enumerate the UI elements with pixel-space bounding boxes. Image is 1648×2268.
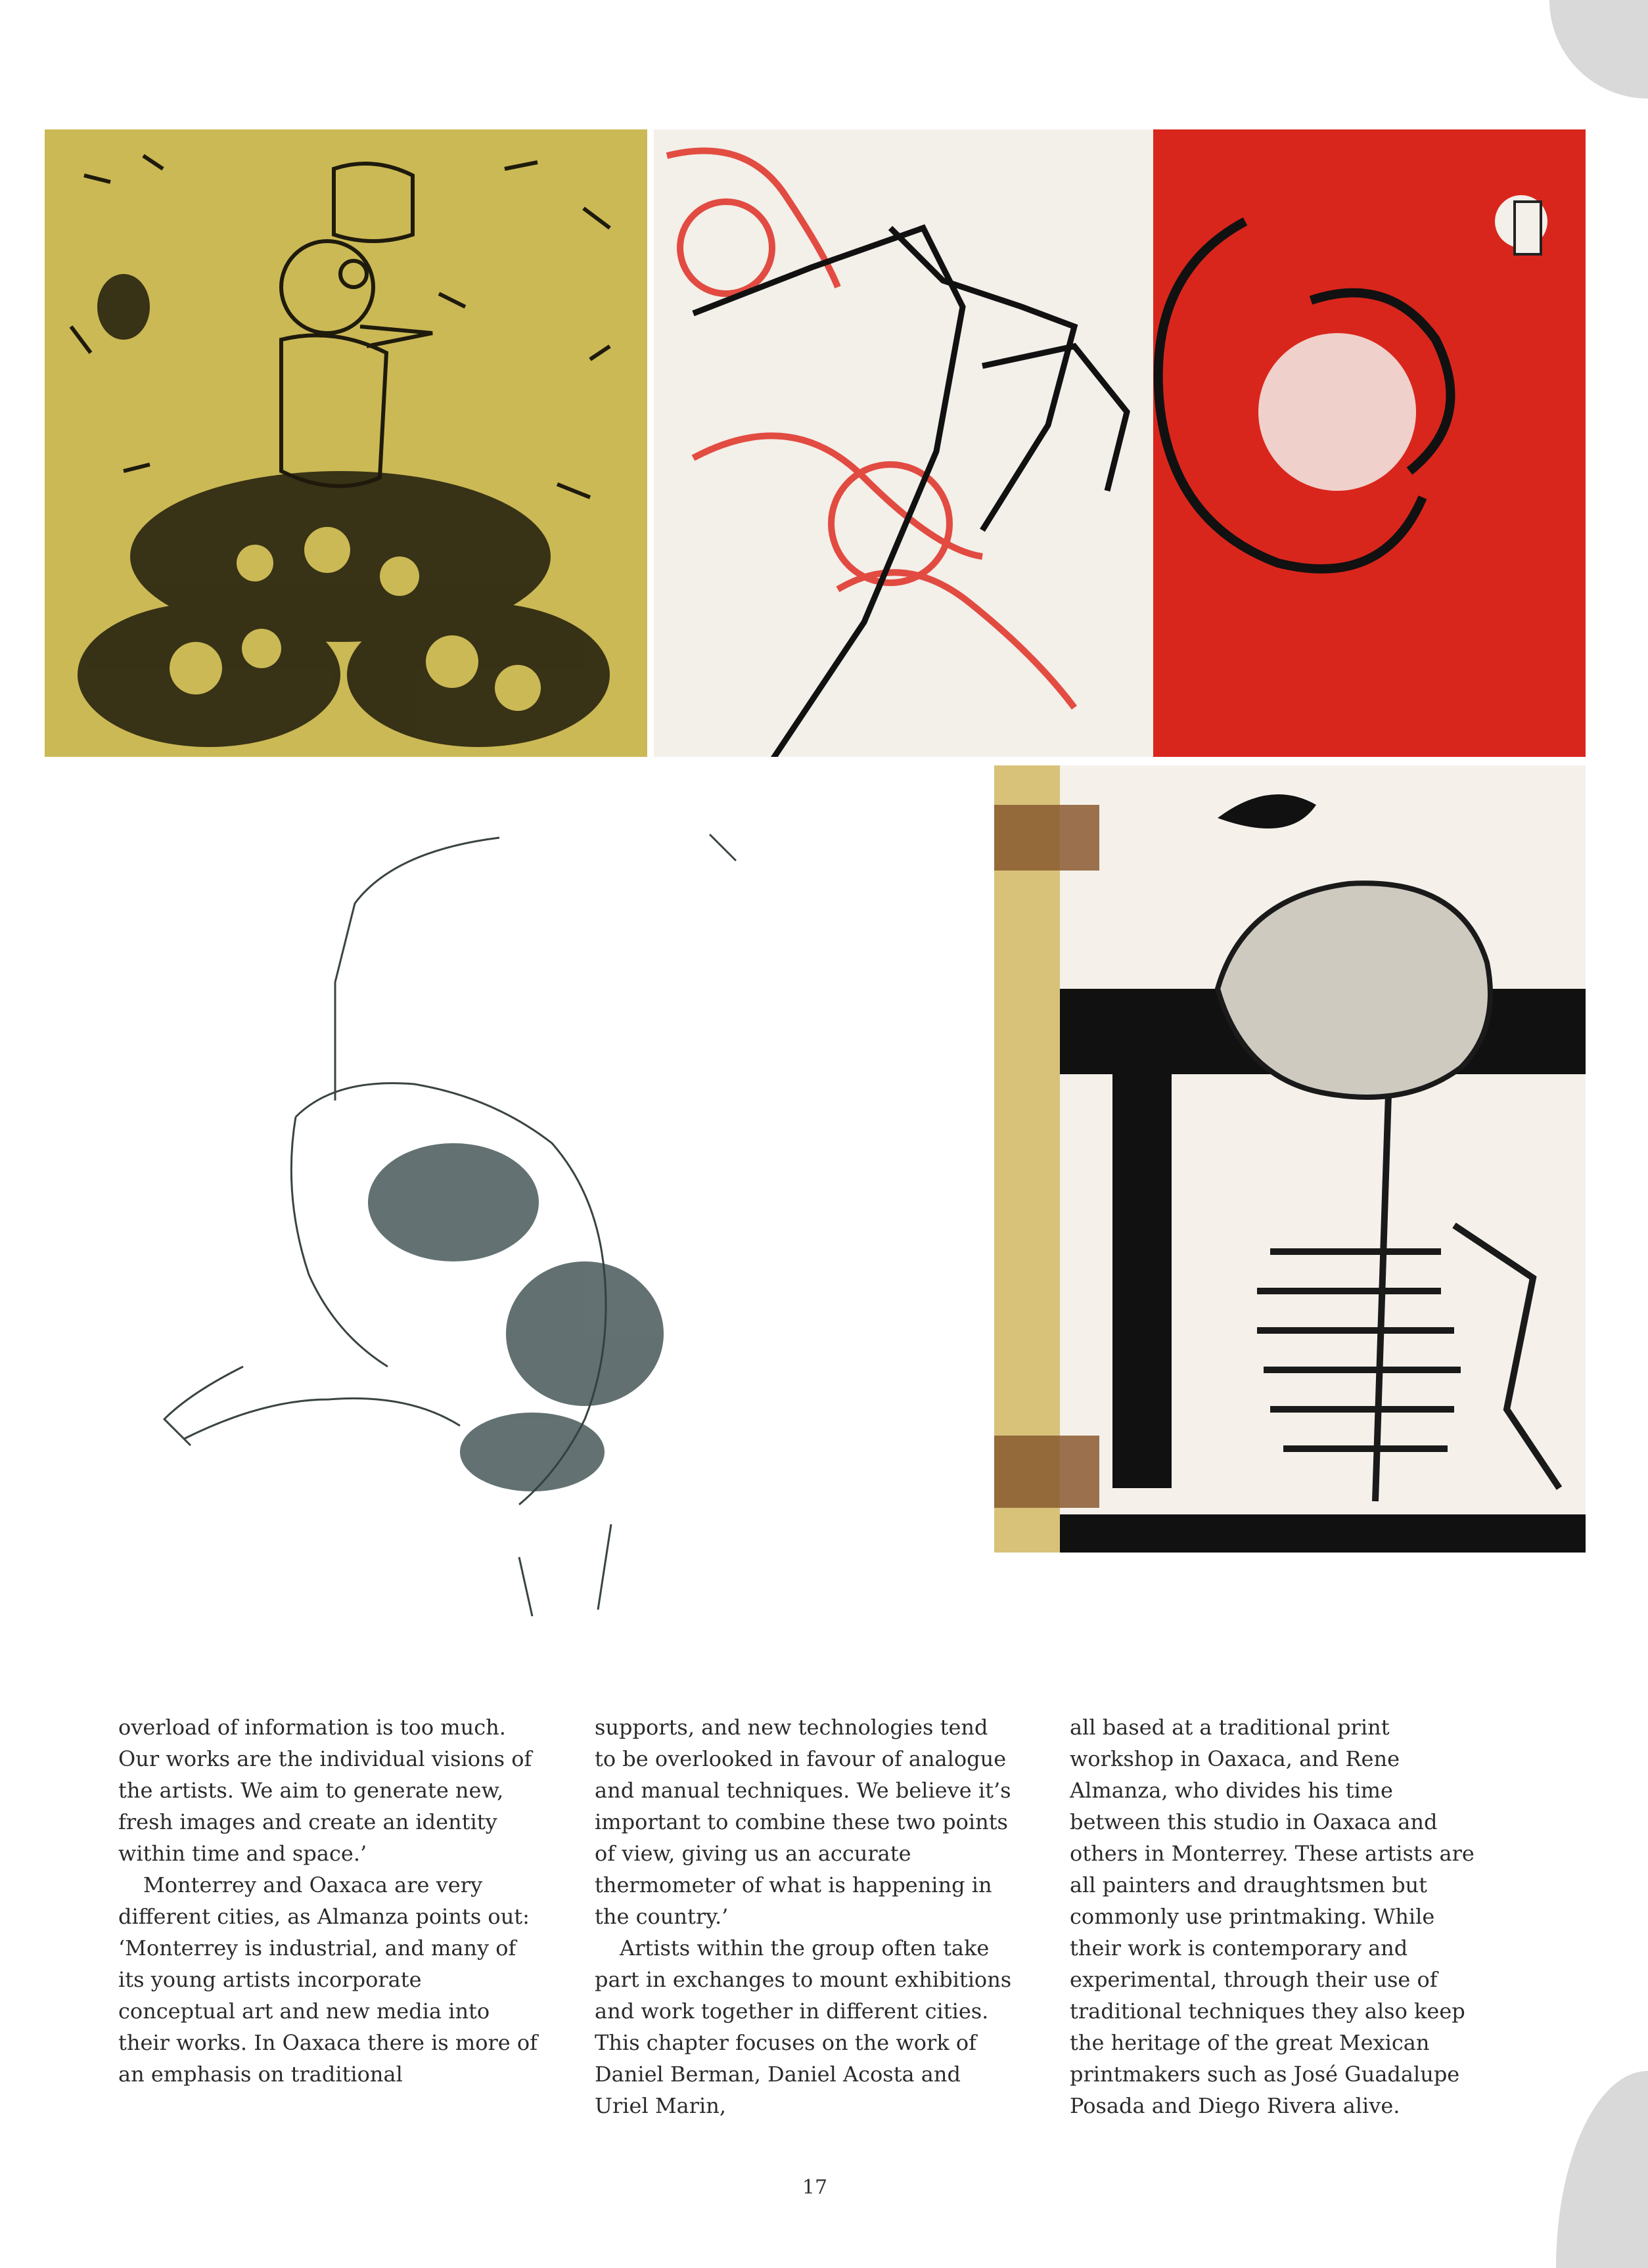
text-column-3 [1070,1712,1490,2121]
artwork-yellow-etching [45,129,647,757]
page-corner-shadow [1549,0,1648,99]
text-column-1 [118,1712,539,2090]
paragraph: overload of information is too much. Our works are the individual visions of the artists. We aim to generate new, fresh images and create an identity within time and space.’ [118,1715,532,1866]
text-column-2 [595,1712,1015,2121]
page-corner-shadow-bottom [1556,2071,1648,2268]
artwork-red-woodcut [654,129,1586,757]
paragraph: all based at a traditional print workshop in Oaxaca, and Rene Almanza, who divides his time between this studio in Oaxaca and others in Monterrey. These artists are all painters and draughtsmen but commonly use printmaking. While their work is contemporary and experimental, through their use of traditional techniques they also keep the heritage of the great Mexican printmakers such as José Guadalupe Posada and Diego Rivera alive. [1070,1715,1475,2118]
artwork-pencil-profile [112,808,769,1616]
page-number: 17 [802,2176,828,2199]
artwork-skeletal-creature [994,765,1586,1553]
paragraph: Artists within the group often take part in exchanges to mount exhibitions and work together in different cities. This chapter focuses on the work of Daniel Berman, Daniel Acosta and Uriel Marin, [595,1936,1012,2118]
paragraph: supports, and new technologies tend to be overlooked in favour of analogue and manual techniques. We believe it’s important to combine these two points of view, giving us an accurate thermometer of what is happening in the country.’ [595,1715,1011,1929]
paragraph: Monterrey and Oaxaca are very different cities, as Almanza points out: ‘Monterrey is industrial, and many of its young artists incorporate conceptual art and new media into their works. In Oaxaca there is more of an emphasis on traditional [118,1872,538,2087]
